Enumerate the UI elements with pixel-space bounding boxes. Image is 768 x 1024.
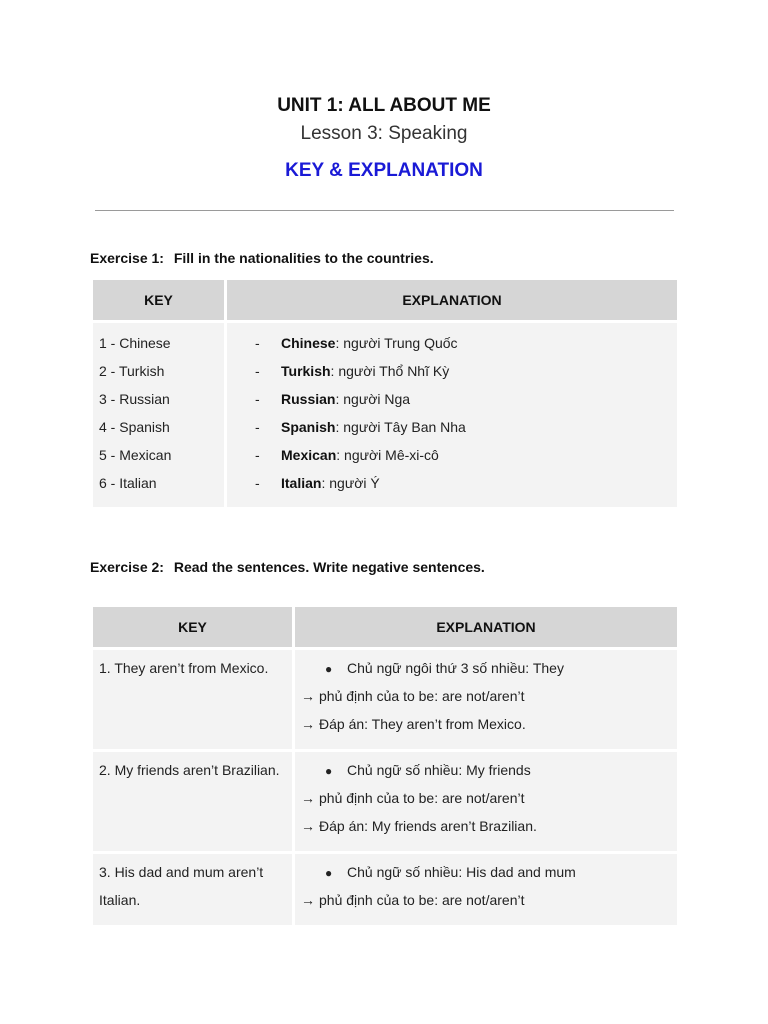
arrow-right-icon: → — [301, 716, 315, 732]
table-header-row — [93, 607, 677, 650]
key-explanation-title: KEY & EXPLANATION — [285, 160, 483, 181]
table-header-row — [93, 280, 677, 323]
table-row — [93, 323, 677, 507]
explanation-item — [233, 385, 671, 413]
explanation-item — [233, 357, 671, 385]
vietnamese-meaning: người Tây Ban Nha — [343, 419, 466, 435]
dash-marker: - — [255, 335, 260, 351]
key-cell — [93, 854, 292, 925]
explanation-cell — [295, 650, 677, 752]
separator: : — [335, 335, 344, 351]
exercise-1-instruction: Fill in the nationalities to the countries. — [173, 250, 434, 266]
dash-marker: - — [255, 475, 260, 491]
key-cell — [93, 323, 224, 507]
lesson-subtitle: Lesson 3: Speaking — [300, 123, 468, 144]
negative-form-note: phủ định của to be: are not/aren’t — [319, 790, 525, 806]
separator: : — [321, 475, 330, 491]
answer-note: Đáp án: They aren’t from Mexico. — [319, 716, 526, 732]
arrow-item — [301, 784, 671, 812]
arrow-right-icon: → — [301, 688, 315, 704]
explanation-item — [233, 469, 671, 497]
exercise-1-heading — [90, 250, 434, 266]
separator: : — [336, 447, 345, 463]
exercise-1-table — [90, 280, 680, 507]
negative-form-note: phủ định của to be: are not/aren’t — [319, 688, 525, 704]
explanation-item — [233, 441, 671, 469]
subject-note: Chủ ngữ số nhiều: My friends — [347, 762, 531, 778]
table-row — [93, 650, 677, 752]
table-row — [93, 752, 677, 854]
explanation-item — [233, 413, 671, 441]
arrow-item — [301, 682, 671, 710]
answer-sentence: 3. His dad and mum aren’t Italian. — [99, 864, 264, 908]
explanation-item — [233, 329, 671, 357]
exercise-2-label: Exercise 2: — [90, 559, 164, 575]
exercise-2-table — [90, 607, 680, 925]
key-item: 5 - Mexican — [99, 447, 172, 463]
vietnamese-meaning: người Thổ Nhĩ Kỳ — [338, 363, 450, 379]
negative-form-note: phủ định của to be: are not/aren’t — [319, 892, 525, 908]
nationality-term: Russian — [281, 391, 336, 407]
bullet-item — [301, 756, 671, 784]
table-row — [93, 854, 677, 925]
bullet-marker: ● — [325, 764, 333, 778]
key-cell — [93, 650, 292, 752]
exercise-2-heading — [90, 559, 485, 575]
key-item: 2 - Turkish — [99, 363, 165, 379]
nationality-term: Mexican — [281, 447, 337, 463]
dash-marker: - — [255, 391, 260, 407]
answer-note: Đáp án: My friends aren’t Brazilian. — [319, 818, 537, 834]
subject-note: Chủ ngữ ngôi thứ 3 số nhiều: They — [347, 660, 564, 676]
dash-marker: - — [255, 419, 260, 435]
dash-marker: - — [255, 363, 260, 379]
bullet-marker: ● — [325, 866, 333, 880]
nationality-term: Turkish — [281, 363, 331, 379]
exercise-2-instruction: Read the sentences. Write negative sentences. — [173, 559, 485, 575]
unit-title: UNIT 1: ALL ABOUT ME — [277, 95, 491, 116]
column-header-explanation: EXPLANATION — [227, 280, 677, 323]
separator: : — [330, 363, 339, 379]
dash-marker: - — [255, 447, 260, 463]
vietnamese-meaning: người Trung Quốc — [343, 335, 458, 351]
explanation-cell — [295, 752, 677, 854]
arrow-item — [301, 812, 671, 840]
nationality-term: Chinese — [281, 335, 336, 351]
key-item: 1 - Chinese — [99, 335, 171, 351]
key-cell — [93, 752, 292, 854]
separator: : — [335, 391, 344, 407]
nationality-term: Italian — [281, 475, 322, 491]
answer-sentence: 2. My friends aren’t Brazilian. — [99, 762, 280, 778]
separator: : — [335, 419, 344, 435]
column-header-key: KEY — [93, 607, 292, 650]
bullet-item — [301, 654, 671, 682]
explanation-cell — [227, 323, 677, 507]
bullet-item — [301, 858, 671, 886]
key-item: 3 - Russian — [99, 391, 170, 407]
vietnamese-meaning: người Nga — [343, 391, 411, 407]
arrow-item — [301, 710, 671, 738]
arrow-right-icon: → — [301, 790, 315, 806]
column-header-explanation: EXPLANATION — [295, 607, 677, 650]
arrow-right-icon: → — [301, 818, 315, 834]
exercise-1-label: Exercise 1: — [90, 250, 164, 266]
answer-sentence: 1. They aren’t from Mexico. — [99, 660, 269, 676]
key-item: 6 - Italian — [99, 475, 157, 491]
vietnamese-meaning: người Mê-xi-cô — [344, 447, 439, 463]
vietnamese-meaning: người Ý — [329, 475, 380, 491]
subject-note: Chủ ngữ số nhiều: His dad and mum — [347, 864, 576, 880]
key-item: 4 - Spanish — [99, 419, 170, 435]
nationality-term: Spanish — [281, 419, 336, 435]
horizontal-divider — [95, 210, 674, 211]
column-header-key: KEY — [93, 280, 224, 323]
bullet-marker: ● — [325, 662, 333, 676]
arrow-right-icon: → — [301, 892, 315, 908]
arrow-item — [301, 886, 671, 914]
explanation-cell — [295, 854, 677, 925]
